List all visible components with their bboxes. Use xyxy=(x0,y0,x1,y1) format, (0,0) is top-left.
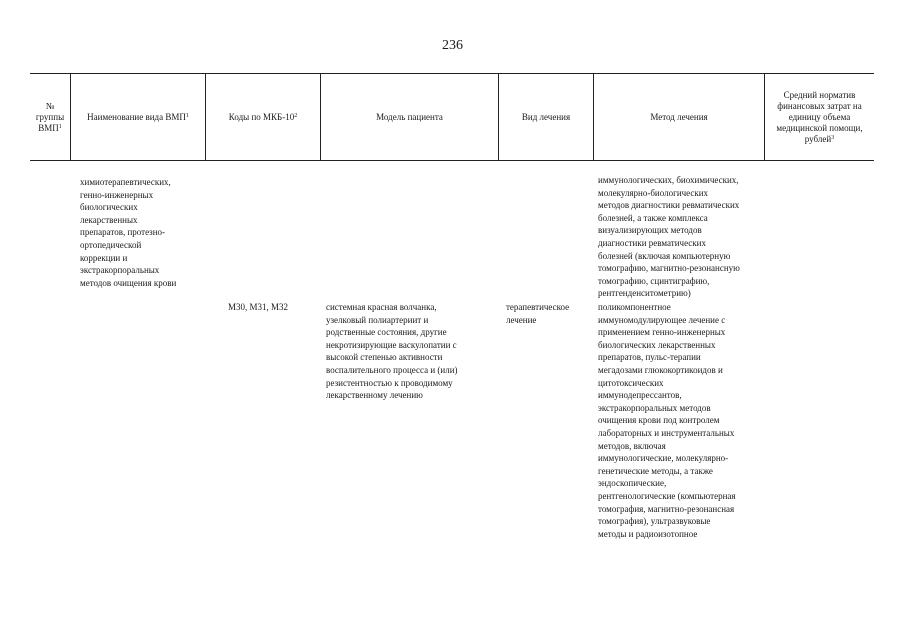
header-treatment-type: Вид лечения xyxy=(498,74,593,160)
page-number: 236 xyxy=(442,38,463,53)
row2-treatment-type: терапевтическое лечение xyxy=(506,302,570,325)
row2-patient-model: системная красная волчанка, узелковый полиартериит и родственные состояния, другие некротизирующие васкулопатии с высокой степенью активности воспалительного процесса и (или) резистентностью к проводимому лекарственному лечению xyxy=(326,302,458,401)
row1-method: иммунологических, биохимических, молекулярно-биологических методов диагностики ревматических болезней, а также комплекса визуализирующих методов диагностики ревматических болезней (включая компьютерную томографию, магнитно-резонансную томографию, сцинтиграфию, рентгенденситометрию) xyxy=(598,175,740,299)
header-treatment-method: Метод лечения xyxy=(593,74,764,160)
header-name: Наименование вида ВМП$^1$ xyxy=(70,74,205,160)
row1-name: химиотерапевтических, генно-инженерных биологических лекарственных препаратов, протезно- ортопедической коррекции и экстракорпоральных методов очищения крови xyxy=(80,177,177,288)
header-group-no: № группы ВМП$^1$ xyxy=(35,100,65,133)
header-patient-model: Модель пациента xyxy=(320,74,498,160)
table-header xyxy=(30,73,874,161)
row2-codes: М30, М31, М32 xyxy=(228,302,289,312)
header-icd-codes: Коды по МКБ-$10^2$ xyxy=(205,74,320,160)
header-cost: Средний норматив финансовых затрат на единицу объема медицинской помощи, рублей$^3$ xyxy=(764,74,874,160)
row2-method: поликомпонентное иммуномодулирующее лечение с применением генно-инженерных биологических лекарственных препаратов, пульс-терапии мегадозами глюкокортикоидов и цитотоксических иммунодепрессантов, экстракорпоральных методов очищения крови под контролем лабораторных и инструментальных методов, включая иммунологические, молекулярно- генетические методы, а также эндоскопические, рентгенологические (компьютерная томография, магнитно-резонансная томография), ультразвуковые методы и радиоизотопное xyxy=(598,302,736,539)
